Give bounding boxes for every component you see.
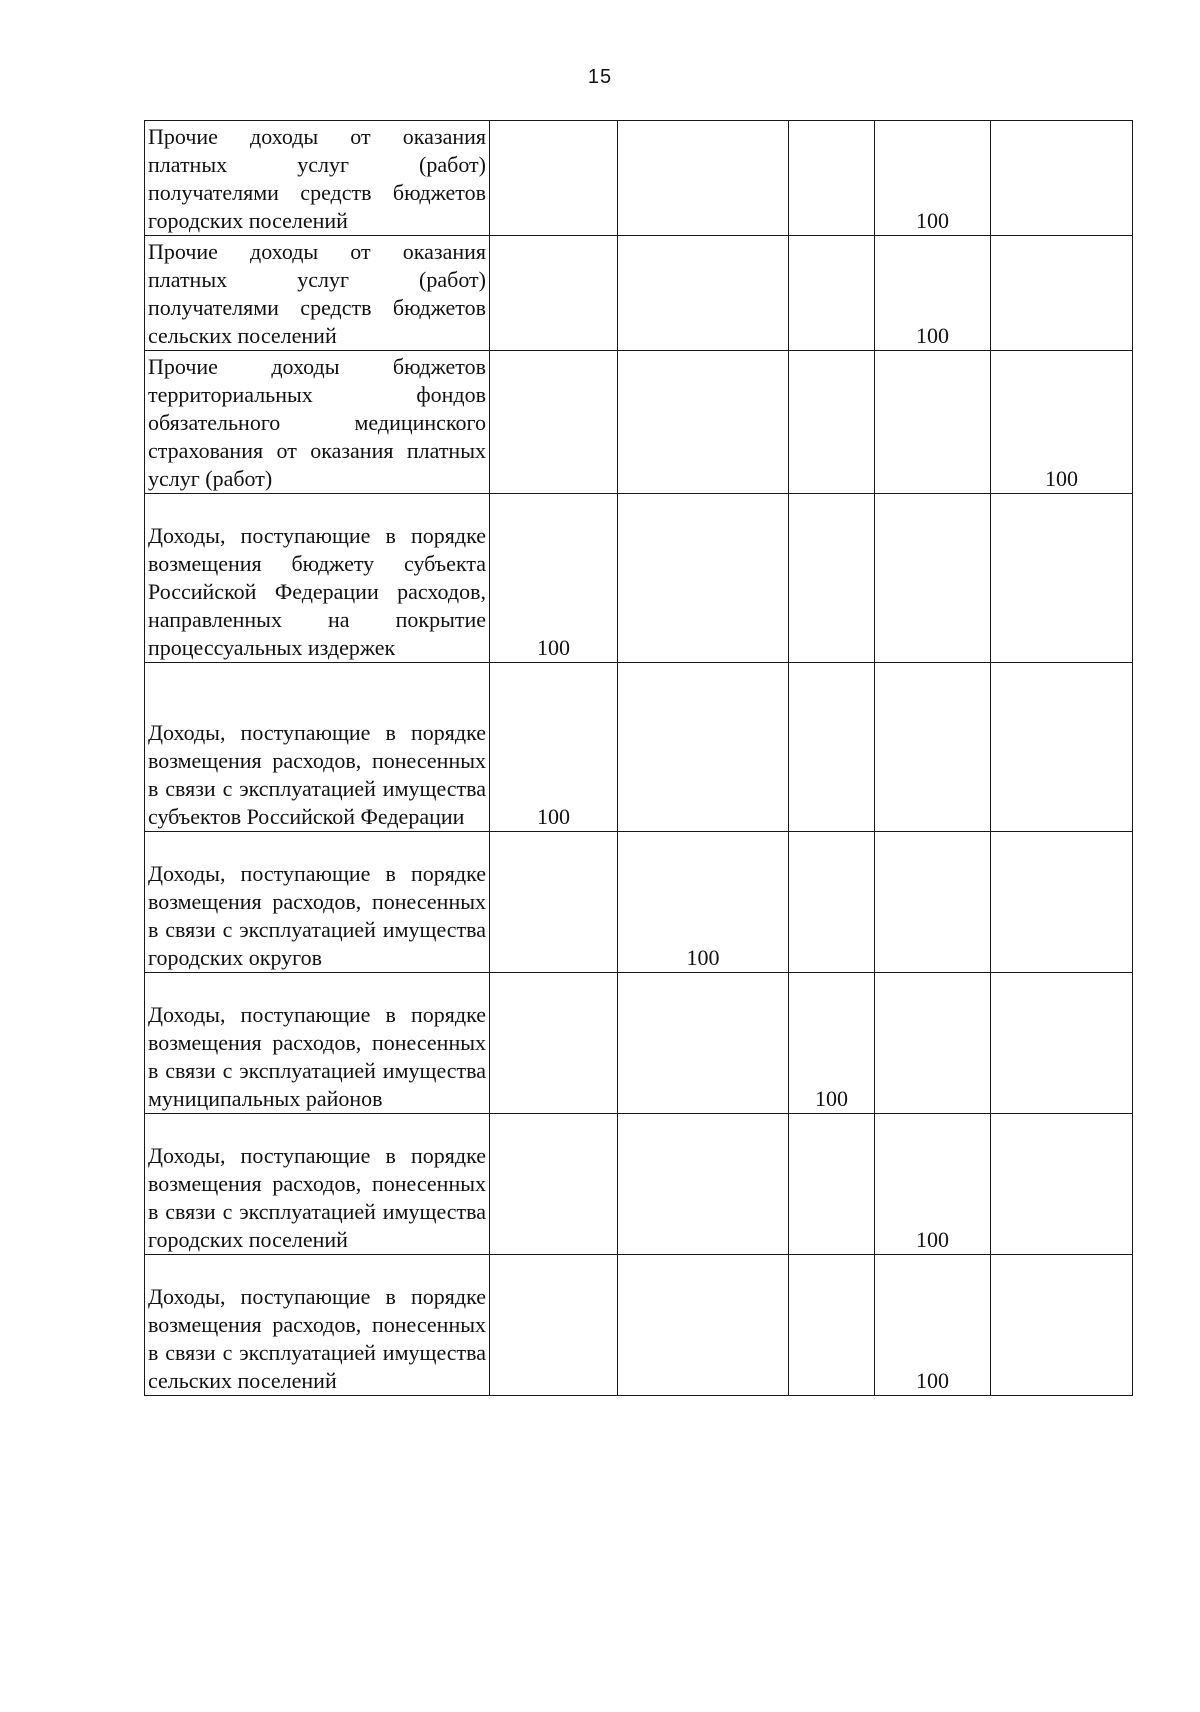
revenue-description: Доходы, поступающие в порядке возмещения расходов, понесенных в связи с эксплуатацией имущества сельских поселений [145, 1255, 490, 1396]
revenue-description: Доходы, поступающие в порядке возмещения бюджету субъекта Российской Федерации расходов, направленных на покрытие процессуальных издержек [145, 494, 490, 663]
revenue-description: Доходы, поступающие в порядке возмещения расходов, понесенных в связи с эксплуатацией имущества городских поселений [145, 1114, 490, 1255]
value-cell: 100 [875, 236, 991, 351]
table-row [145, 236, 1133, 351]
value-cell [991, 121, 1133, 236]
table-row [145, 663, 1133, 832]
value-cell [789, 832, 875, 973]
value-cell [991, 973, 1133, 1114]
value-cell: 100 [875, 121, 991, 236]
value-cell [618, 236, 789, 351]
revenue-description: Прочие доходы бюджетов территориальных фондов обязательного медицинского страхования от оказания платных услуг (работ) [145, 351, 490, 494]
value-cell [618, 351, 789, 494]
page-number: 15 [587, 66, 613, 88]
revenue-distribution-table [144, 120, 1133, 1396]
value-cell: 100 [490, 663, 618, 832]
value-cell [991, 1255, 1133, 1396]
value-cell [490, 351, 618, 494]
value-cell [875, 832, 991, 973]
value-cell [789, 1114, 875, 1255]
value-cell [618, 494, 789, 663]
table-row [145, 832, 1133, 973]
table-row [145, 1114, 1133, 1255]
value-cell [789, 1255, 875, 1396]
value-cell [490, 832, 618, 973]
value-cell [991, 663, 1133, 832]
value-cell [490, 1114, 618, 1255]
table-row [145, 121, 1133, 236]
revenue-description: Доходы, поступающие в порядке возмещения расходов, понесенных в связи с эксплуатацией имущества муниципальных районов [145, 973, 490, 1114]
revenue-description: Прочие доходы от оказания платных услуг (работ) получателями средств бюджетов городских поселений [145, 121, 490, 236]
value-cell [789, 121, 875, 236]
value-cell: 100 [991, 351, 1133, 494]
value-cell [618, 1255, 789, 1396]
value-cell: 100 [490, 494, 618, 663]
value-cell [991, 832, 1133, 973]
value-cell [490, 236, 618, 351]
value-cell [789, 351, 875, 494]
value-cell [618, 121, 789, 236]
value-cell [490, 1255, 618, 1396]
value-cell: 100 [618, 832, 789, 973]
value-cell: 100 [875, 1255, 991, 1396]
value-cell [991, 494, 1133, 663]
value-cell [490, 121, 618, 236]
value-cell [490, 973, 618, 1114]
table-row [145, 973, 1133, 1114]
value-cell [618, 663, 789, 832]
value-cell [991, 236, 1133, 351]
value-cell [875, 973, 991, 1114]
value-cell [618, 1114, 789, 1255]
revenue-description: Прочие доходы от оказания платных услуг (работ) получателями средств бюджетов сельских поселений [145, 236, 490, 351]
value-cell [789, 663, 875, 832]
revenue-description: Доходы, поступающие в порядке возмещения расходов, понесенных в связи с эксплуатацией имущества городских округов [145, 832, 490, 973]
value-cell: 100 [789, 973, 875, 1114]
value-cell [789, 494, 875, 663]
table-row [145, 351, 1133, 494]
value-cell [789, 236, 875, 351]
table-row [145, 1255, 1133, 1396]
value-cell [875, 351, 991, 494]
value-cell [875, 663, 991, 832]
value-cell [618, 973, 789, 1114]
value-cell [991, 1114, 1133, 1255]
value-cell [875, 494, 991, 663]
value-cell: 100 [875, 1114, 991, 1255]
revenue-description: Доходы, поступающие в порядке возмещения расходов, понесенных в связи с эксплуатацией имущества субъектов Российской Федерации [145, 663, 490, 832]
table-row [145, 494, 1133, 663]
